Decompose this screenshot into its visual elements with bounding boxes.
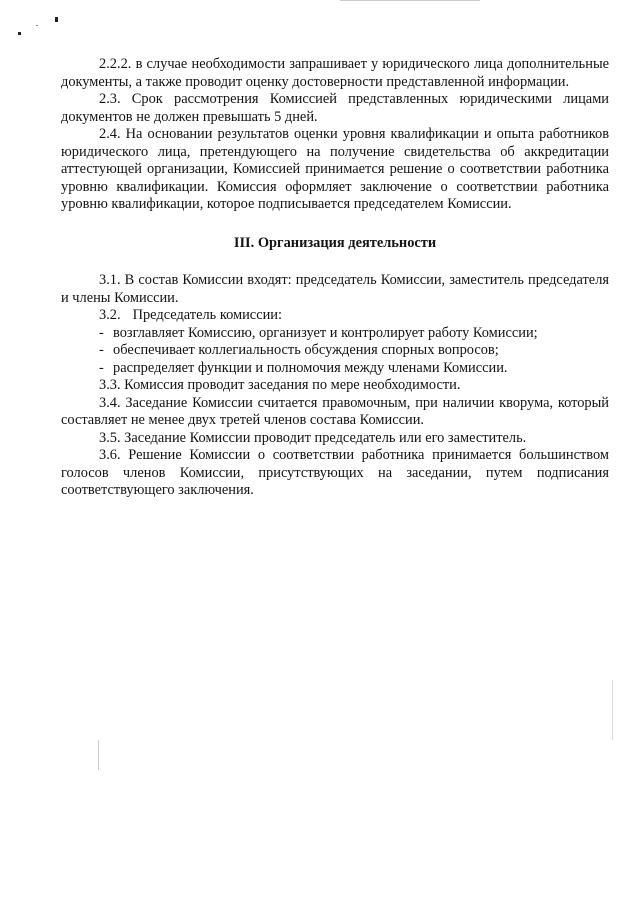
- section-heading: III. Организация деятельности: [233, 234, 437, 251]
- paragraph-3-4: 3.4. Заседание Комиссии считается правомочным, при наличии кворума, который составляет не менее двух третей членов состава Комиссии.: [61, 394, 609, 428]
- scan-speck: [36, 25, 38, 26]
- paragraph-3-2-text: Председатель комиссии:: [132, 307, 282, 323]
- paragraph-3-5: 3.5. Заседание Комиссии проводит председатель или его заместитель.: [99, 429, 527, 446]
- list-item-text: обеспечивает коллегиальность обсуждения спорных вопросов;: [113, 342, 499, 358]
- scan-line: [340, 0, 480, 1]
- scan-line: [612, 680, 613, 740]
- paragraph-3-1: 3.1. В состав Комиссии входят: председатель Комиссии, заместитель председателя и члены Комиссии.: [61, 272, 609, 306]
- list-item: - обеспечивает коллегиальность обсуждения спорных вопросов;: [99, 342, 499, 358]
- paragraph-2-3: 2.3. Срок рассмотрения Комиссией представленных юридическими лицами документов не должен превышать 5 дней.: [61, 91, 609, 125]
- list-item-text: возглавляет Комиссию, организует и контролирует работу Комиссии;: [113, 324, 538, 341]
- paragraph-3-2: [61, 307, 609, 325]
- scan-speck: [55, 17, 58, 22]
- list-item-text: распределяет функции и полномочия между членами Комиссии.: [113, 359, 508, 376]
- paragraph-3-2-number: 3.2.: [99, 307, 121, 323]
- paragraph-3-6: 3.6. Решение Комиссии о соответствии работника принимается большинством голосов членов Комиссии, присутствующих на заседании, путем подписания соответствующего заключения.: [61, 447, 609, 498]
- scan-speck: [18, 32, 21, 35]
- list-item: - возглавляет Комиссию, организует и контролирует работу Комиссии;: [99, 324, 538, 341]
- paragraph-3-3: 3.3. Комиссия проводит заседания по мере необходимости.: [99, 377, 461, 393]
- paragraph-2-4: 2.4. На основании результатов оценки уровня квалификации и опыта работников юридического лица, претендующего на получение свидетельства об аккредитации аттестующей организации, Комиссией принимается решение о соответствии работника уровню квалификации. Комиссия оформляет заключение о соответствии работника уровню квалификации, которое подписывается председателем Комиссии.: [61, 126, 609, 212]
- scan-line: [98, 740, 99, 770]
- list-item: - распределяет функции и полномочия между членами Комиссии.: [99, 359, 508, 376]
- paragraph-2-2-2: 2.2.2. в случае необходимости запрашивает у юридического лица дополнительные документы, а также проводит оценку достоверности представленной информации.: [61, 56, 609, 90]
- document-body: [61, 56, 609, 500]
